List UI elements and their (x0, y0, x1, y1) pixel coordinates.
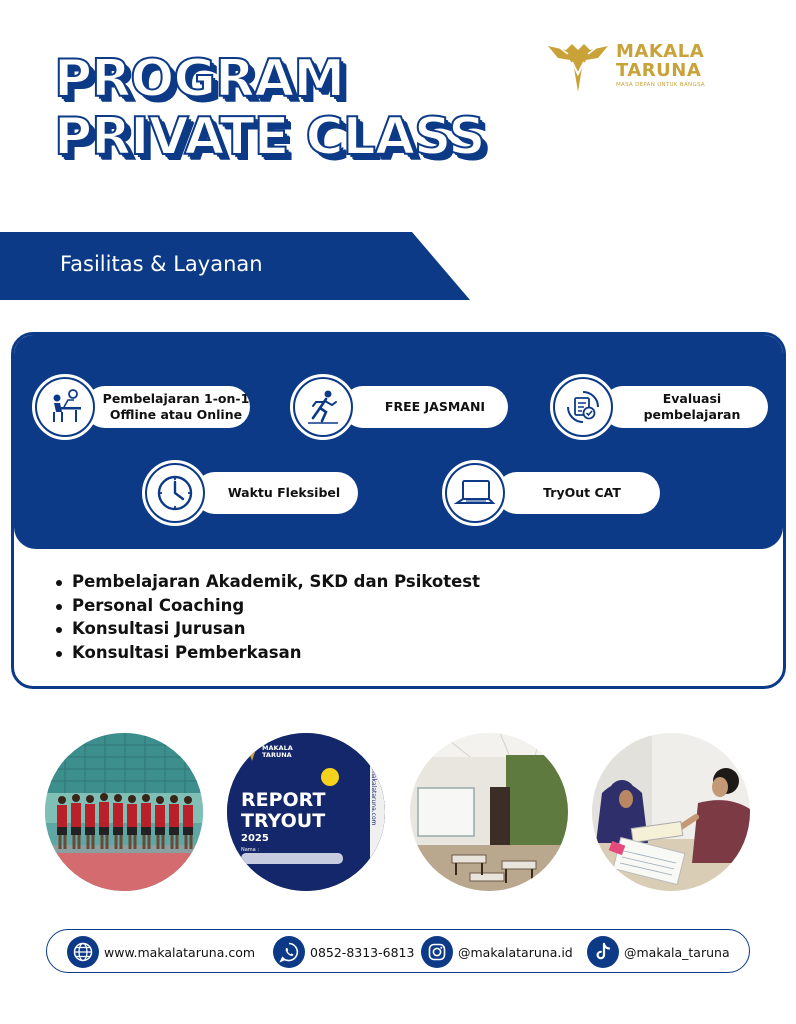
facilities-panel (14, 335, 783, 549)
list-item: Konsultasi Pemberkasan (56, 641, 480, 665)
report-heading-line2: TRYOUT (241, 810, 326, 832)
instagram-handle[interactable]: @makalataruna.id (458, 944, 573, 960)
facility-4-line1: Waktu Fleksibel (227, 485, 341, 500)
title-line-1: PROGRAM (54, 49, 345, 109)
facilities-card (11, 332, 786, 689)
tiktok-icon (587, 936, 619, 968)
report-heading-line1: REPORT (241, 789, 326, 811)
laptop-icon (442, 460, 508, 526)
footer-phone[interactable] (273, 935, 414, 969)
footer-website[interactable] (67, 935, 255, 969)
report-year: 2025 (241, 833, 269, 844)
eagle-emblem-icon (546, 40, 610, 96)
brand-name-line1: MAKALA (616, 41, 705, 62)
facility-item-evaluasi (602, 386, 768, 428)
clock-icon (142, 460, 208, 526)
title-line-2: PRIVATE CLASS (54, 107, 485, 167)
report-brand-line2: TARUNA (262, 751, 292, 759)
footer-tiktok[interactable] (587, 935, 730, 969)
whatsapp-icon (273, 936, 305, 968)
facility-1-line1: Pembelajaran 1-on-1 (102, 391, 250, 406)
photo-tutoring-session (592, 733, 750, 891)
services-list (56, 570, 480, 664)
list-item: Pembelajaran Akademik, SKD dan Psikotest (56, 570, 480, 594)
brand-tagline: MASA DEPAN UNTUK BANGSA (616, 82, 705, 88)
phone-number[interactable]: 0852-8313-6813 (310, 944, 415, 960)
list-item: Konsultasi Jurusan (56, 617, 480, 641)
page-title (54, 50, 485, 166)
brand-name-line2: TARUNA (616, 60, 702, 81)
report-side-url: www.makalataruna.com (370, 753, 377, 826)
evaluation-icon (550, 374, 616, 440)
website-link[interactable]: www.makalataruna.com (104, 944, 256, 960)
facility-5-line1: TryOut CAT (543, 485, 621, 500)
banner-label: Fasilitas & Layanan (60, 252, 263, 276)
globe-icon (67, 936, 99, 968)
brand-logo (546, 40, 746, 100)
facility-1-line2: Offline atau Online (109, 407, 243, 422)
contact-footer (46, 929, 750, 973)
desk-study-icon (32, 374, 98, 440)
facility-item-waktu (194, 472, 358, 514)
report-brand-line1: MAKALA (262, 744, 293, 752)
facility-2-line1: FREE JASMANI (384, 399, 486, 414)
photo-team-running (45, 733, 203, 891)
running-icon (290, 374, 356, 440)
footer-instagram[interactable] (421, 935, 573, 969)
photo-classroom (410, 733, 568, 891)
facility-3-line1: Evaluasi (662, 391, 722, 406)
facility-item-jasmani (342, 386, 508, 428)
section-banner (0, 232, 470, 300)
list-item: Personal Coaching (56, 594, 480, 618)
report-name-label: Nama : (241, 847, 260, 853)
photo-report-tryout (227, 733, 385, 891)
facility-item-tryout (496, 472, 660, 514)
tiktok-handle[interactable]: @makala_taruna (624, 944, 730, 960)
facility-item-1on1 (84, 386, 250, 428)
facility-3-line2: pembelajaran (643, 407, 741, 422)
instagram-icon (421, 936, 453, 968)
